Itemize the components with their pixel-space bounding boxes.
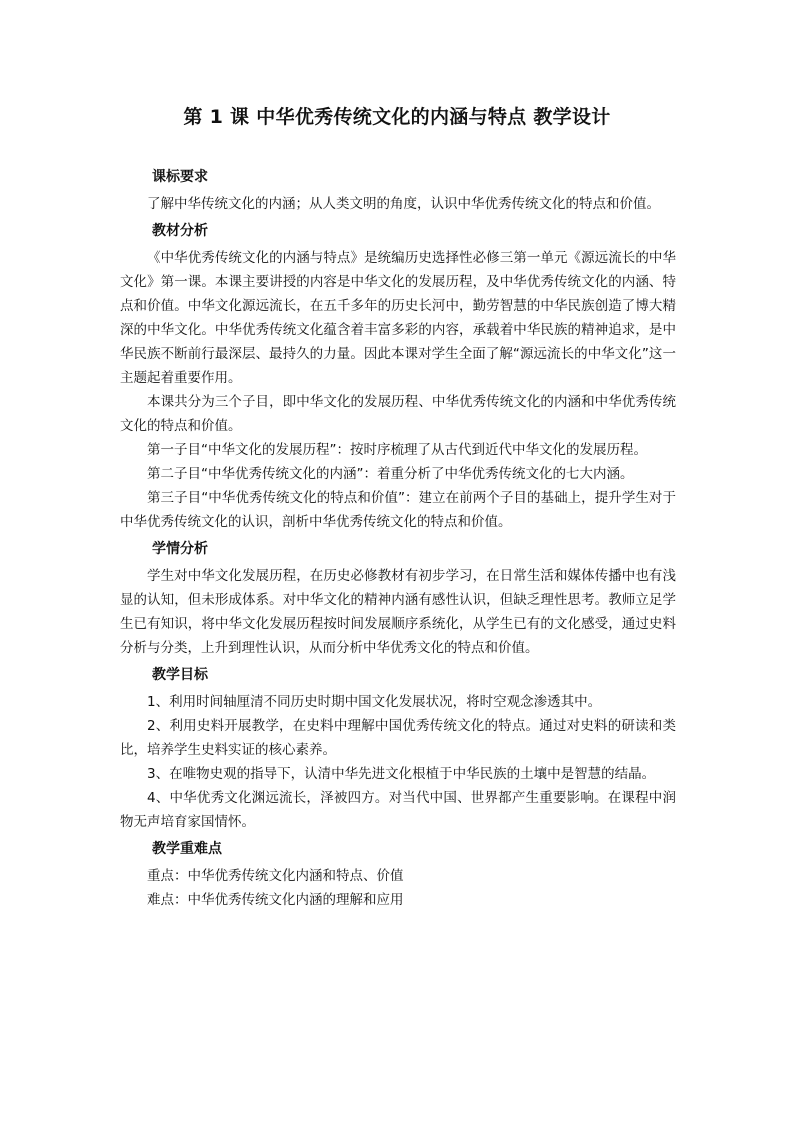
section-standards xyxy=(120,164,676,216)
section-heading: 学情分析 xyxy=(152,541,208,557)
paragraph: 重点：中华优秀传统文化内涵和特点、价值 xyxy=(147,868,404,884)
section-heading: 教学目标 xyxy=(152,667,208,683)
list-item: 1、利用时间轴厘清不同历史时期中国文化发展状况，将时空观念渗透其中。 xyxy=(147,694,602,710)
paragraph: 难点：中华优秀传统文化内涵的理解和应用 xyxy=(147,892,404,908)
section-heading: 课标要求 xyxy=(152,169,208,185)
paragraph: 本课共分为三个子目，即中华文化的发展历程、中华优秀传统文化的内涵和中华优秀传统文化的特点和价值。 xyxy=(120,394,676,434)
list-item: 2、利用史料开展教学，在史料中理解中国优秀传统文化的特点。通过对史料的研读和类比，培养学生史料实证的核心素养。 xyxy=(120,718,676,758)
section-student-analysis xyxy=(120,536,676,660)
list-item: 3、在唯物史观的指导下，认清中华先进文化根植于中华民族的土壤中是智慧的结晶。 xyxy=(147,766,656,782)
list-item: 4、中华优秀文化渊远流长，泽被四方。对当代中国、世界都产生重要影响。在课程中润物无声培育家国情怀。 xyxy=(120,790,676,830)
section-key-points xyxy=(120,836,676,912)
document-title: 第 1 课 中华优秀传统文化的内涵与特点 教学设计 xyxy=(183,106,611,128)
section-heading: 教材分析 xyxy=(152,223,208,239)
document-body xyxy=(120,164,676,912)
paragraph: 第二子目“中华优秀传统文化的内涵”：着重分析了中华优秀传统文化的七大内涵。 xyxy=(147,466,634,482)
paragraph: 第三子目“中华优秀传统文化的特点和价值”：建立在前两个子目的基础上，提升学生对于中华优秀传统文化的认识，剖析中华优秀传统文化的特点和价值。 xyxy=(120,490,676,530)
section-heading: 教学重难点 xyxy=(152,841,222,857)
paragraph: 《中华优秀传统文化的内涵与特点》是统编历史选择性必修三第一单元《源远流长的中华文化》第一课。本课主要讲授的内容是中华文化的发展历程，及中华优秀传统文化的内涵、特点和价值。中华文化源远流长，在五千多年的历史长河中，勤劳智慧的中华民族创造了博大精深的中华文化。中华优秀传统文化蕴含着丰富多彩的内容，承载着中华民族的精神追求，是中华民族不断前行最深层、最持久的力量。因此本课对学生全面了解“源远流长的中华文化”这一主题起着重要作用。 xyxy=(120,250,676,386)
paragraph: 学生对中华文化发展历程，在历史必修教材有初步学习，在日常生活和媒体传播中也有浅显的认知，但未形成体系。对中华文化的精神内涵有感性认识，但缺乏理性思考。教师立足学生已有知识，将中华文化发展历程按时间发展顺序系统化，从学生已有的文化感受，通过史料分析与分类，上升到理性认识，从而分析中华优秀文化的特点和价值。 xyxy=(120,568,676,656)
paragraph: 第一子目“中华文化的发展历程”：按时序梳理了从古代到近代中华文化的发展历程。 xyxy=(147,442,647,458)
section-teaching-goals xyxy=(120,662,676,834)
paragraph: 了解中华传统文化的内涵；从人类文明的角度，认识中华优秀传统文化的特点和价值。 xyxy=(147,196,660,212)
section-textbook-analysis xyxy=(120,218,676,534)
